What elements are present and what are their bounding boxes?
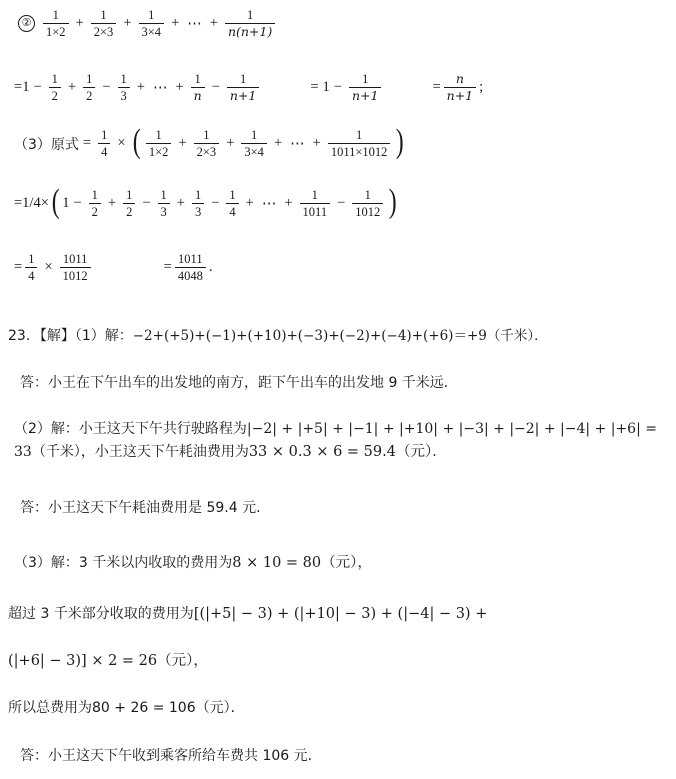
problem-23-part-3-line-4: 所以总费用为80 + 26 = 106（元）． xyxy=(8,700,245,716)
item-3-line-2 xyxy=(0,183,676,221)
fraction-1-over-4: $\frac{1}{4}$ xyxy=(226,188,238,219)
part-2-prefix: （2）解：小王这天下午共行驶路程为 xyxy=(14,421,247,437)
part-3-math-1: 8 × 10 = 80（元）， xyxy=(232,555,372,571)
coefficient-one-quarter: $\frac{1}{4}$ xyxy=(98,128,110,159)
operator-plus: + xyxy=(312,135,321,151)
left-paren: ( xyxy=(51,183,60,221)
period: . xyxy=(208,259,213,275)
operator-plus: + xyxy=(284,195,293,211)
fraction-1-over-n-n-plus-1: $\frac{1}{n(n+1)}$ xyxy=(225,8,275,39)
operator-plus: + xyxy=(75,15,84,31)
equals-sign: = xyxy=(82,135,92,151)
operator-minus: − xyxy=(333,79,342,95)
right-paren: ) xyxy=(388,183,397,221)
fraction-1-over-1x2: $\frac{1}{1\times 2}$ xyxy=(43,8,69,39)
operator-plus: + xyxy=(273,135,283,151)
ellipsis: ⋯ xyxy=(152,79,168,96)
operator-plus: + xyxy=(175,79,184,95)
fraction-1-over-3x4: $\frac{1}{3\times 4}$ xyxy=(139,8,165,39)
ellipsis: ⋯ xyxy=(290,135,305,152)
fraction-n-over-n-plus-1: $\frac{n}{n+1}$ xyxy=(444,72,476,103)
problem-23-answer-3: 答：小王这天下午收到乘客所给车费共 106 元． xyxy=(20,748,322,764)
fraction-1-over-2x3: $\frac{1}{2\times 3}$ xyxy=(194,128,220,159)
problem-23-part-3-line-1 xyxy=(14,552,664,575)
operator-minus: − xyxy=(211,195,220,211)
fraction-1011-over-4048: $\frac{1011}{4048}$ xyxy=(175,252,206,283)
fraction-1-over-1012: $\frac{1}{1012}$ xyxy=(352,188,383,219)
part-2-math-2: 33 × 0.3 × 6 = 59.4（元）． xyxy=(248,443,447,460)
fraction-1-over-n-plus-1-b: $\frac{1}{n+1}$ xyxy=(349,72,381,103)
problem-23-part-3-line-3: (|+6| − 3)] × 2 = 26（元）， xyxy=(8,653,208,669)
problem-23-part-3-line-2 xyxy=(8,603,658,626)
fraction-1-over-1011: $\frac{1}{1011}$ xyxy=(300,188,331,219)
fraction-1-over-n: $\frac{1}{n}$ xyxy=(191,72,205,103)
fraction-1-over-3: $\frac{1}{3}$ xyxy=(158,188,170,219)
operator-minus: − xyxy=(142,195,151,211)
fraction-1-over-1011x1012: $\frac{1}{1011\times 1012}$ xyxy=(328,128,391,159)
equals-sign: = xyxy=(14,259,23,275)
operator-plus: + xyxy=(171,15,180,31)
operator-plus: + xyxy=(123,15,132,31)
fraction-1-over-3x4: $\frac{1}{3\times 4}$ xyxy=(241,128,267,159)
item-2-expression xyxy=(0,8,676,39)
equals-one-quarter-times: =1/4× xyxy=(14,195,49,211)
fraction-1-over-3-b: $\frac{1}{3}$ xyxy=(192,188,204,219)
operator-plus: + xyxy=(178,135,187,151)
item-3-line-3 xyxy=(0,252,676,283)
part-3-line2-prefix: 超过 3 千米部分收取的费用为 xyxy=(8,606,194,622)
equals-sign-3: = xyxy=(432,79,441,95)
item-3-line-1 xyxy=(0,123,676,161)
term-1: 1 xyxy=(62,195,70,211)
fraction-1-over-n-plus-1: $\frac{1}{n+1}$ xyxy=(227,72,259,103)
part-3-math-2: [(|+5| − 3) + (|+10| − 3) + (|−4| − 3) + xyxy=(193,606,488,622)
operator-minus: − xyxy=(73,195,82,211)
fraction-1-over-3: $\frac{1}{3}$ xyxy=(118,72,130,103)
fraction-1-over-2x3: $\frac{1}{2\times 3}$ xyxy=(91,8,117,39)
operator-plus: + xyxy=(67,79,77,95)
equals-sign: = xyxy=(14,79,23,95)
operator-minus: − xyxy=(211,79,220,95)
problem-23-answer-1: 答：小王在下午出车的出发地的南方，距下午出车的出发地 9 千米远． xyxy=(20,375,458,391)
operator-plus: + xyxy=(209,15,218,31)
problem-23-part-2 xyxy=(14,418,664,463)
operator-plus: + xyxy=(245,195,254,211)
operator-plus: + xyxy=(107,195,117,211)
problem-23-heading xyxy=(8,325,658,348)
problem-23-answer-2: 答：小王这天下午耗油费用是 59.4 元． xyxy=(20,500,271,516)
operator-minus: − xyxy=(337,195,346,211)
term-1-b: 1 xyxy=(322,79,330,95)
operator-plus: + xyxy=(136,79,145,95)
part-2-math-1: |−2| + |+5| + |−1| + |+10| + |−3| + |−2| + |−4| + |+6| = 33（千米），小王这天下午耗油费用为 xyxy=(14,421,657,460)
item-2-line-2 xyxy=(0,72,676,103)
fraction-1-over-2-b: $\frac{1}{2}$ xyxy=(123,188,135,219)
fraction-1-over-2: $\frac{1}{2}$ xyxy=(89,188,101,219)
left-paren: ( xyxy=(132,123,141,161)
operator-plus: + xyxy=(176,195,185,211)
ellipsis: ⋯ xyxy=(261,195,277,212)
fraction-1-over-4: $\frac{1}{4}$ xyxy=(25,252,37,283)
equals-sign-2: = xyxy=(310,79,319,95)
part-3-prefix: （3）解：3 千米以内收取的费用为 xyxy=(14,555,233,571)
ellipsis: ⋯ xyxy=(187,15,202,32)
operator-plus: + xyxy=(226,135,235,151)
item-3-label: （3）原式 xyxy=(14,136,79,153)
fraction-1011-over-1012: $\frac{1011}{1012}$ xyxy=(60,252,91,283)
fraction-1-over-2: $\frac{1}{2}$ xyxy=(49,72,61,103)
fraction-1-over-2-b: $\frac{1}{2}$ xyxy=(83,72,95,103)
problem-23-label: 23．【解】（1）解： xyxy=(8,328,133,344)
problem-23-part1-math: −2+(+5)+(−1)+(+10)+(−3)+(−2)+(−4)+(+6)＝+9（千米）． xyxy=(132,328,548,344)
operator-times: × xyxy=(117,135,126,151)
right-paren: ) xyxy=(396,123,405,161)
semicolon: ; xyxy=(479,79,484,95)
operator-minus: − xyxy=(33,79,42,95)
circled-number-2: ② xyxy=(18,15,35,32)
term-1: 1 xyxy=(22,79,30,95)
item-2-line-1 xyxy=(0,8,676,39)
operator-minus: − xyxy=(102,79,111,95)
equals-sign-2: = xyxy=(163,259,172,275)
operator-times: × xyxy=(44,259,53,275)
fraction-1-over-1x2: $\frac{1}{1\times 2}$ xyxy=(146,128,172,159)
